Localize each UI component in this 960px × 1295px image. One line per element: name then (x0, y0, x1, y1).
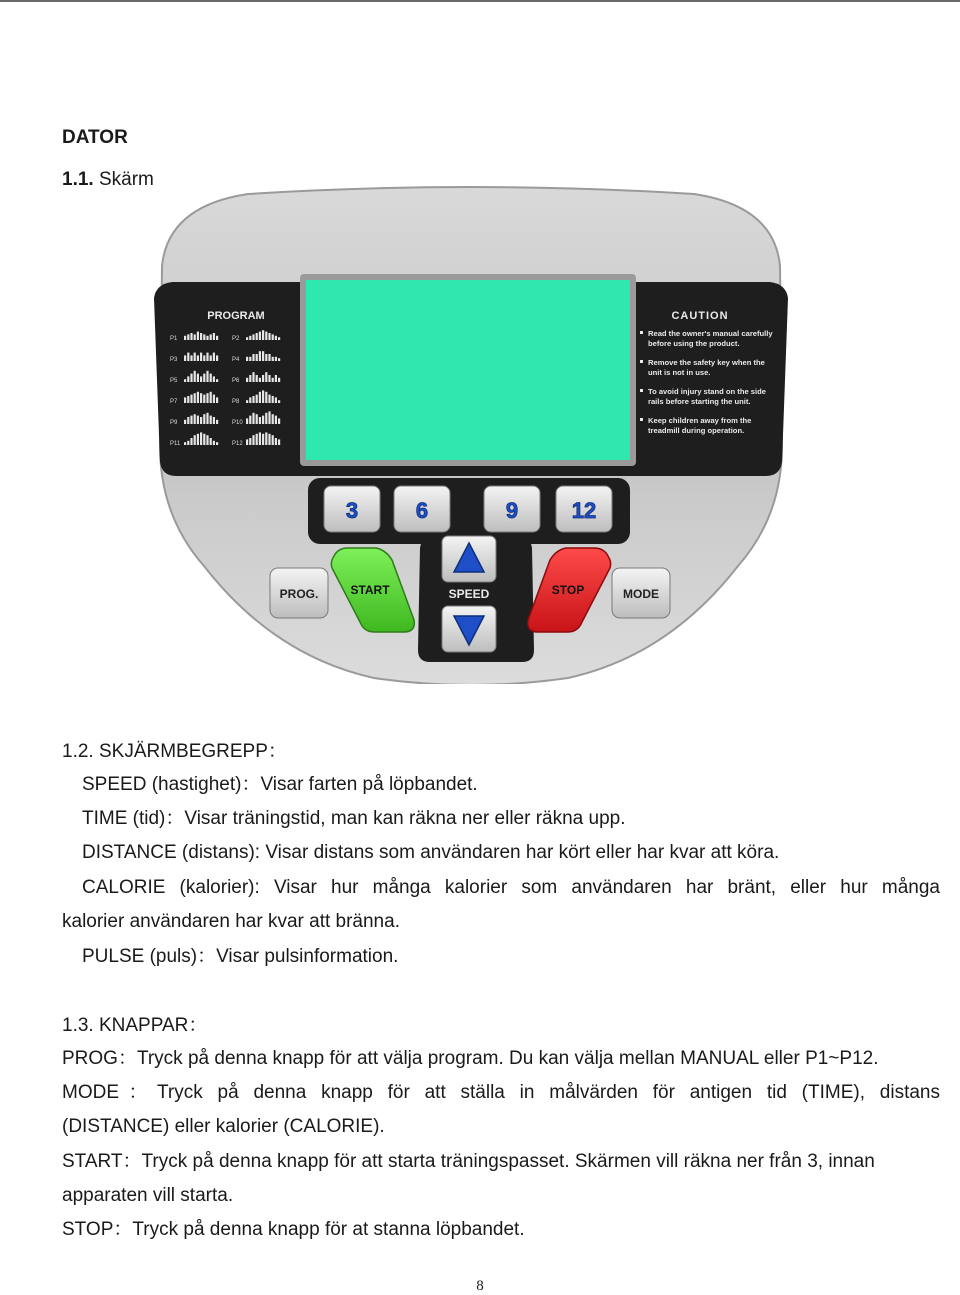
program-bar (275, 416, 277, 424)
term-pulse: PULSE (puls)：Visar pulsinformation. (82, 946, 399, 967)
program-bar (265, 432, 267, 445)
program-bar (184, 397, 186, 403)
program-bar (184, 442, 186, 445)
button-stop-desc: STOP：Tryck på denna knapp för at stanna löpbandet. (62, 1219, 525, 1240)
program-bar (210, 438, 212, 445)
program-label: P12 (232, 441, 243, 447)
program-bar (278, 358, 280, 361)
program-bar (203, 374, 205, 382)
program-bar (256, 395, 258, 403)
program-bar (262, 330, 264, 340)
program-bar (190, 333, 192, 340)
program-bar (210, 334, 212, 340)
term-calorie-cont: kalorier användaren har kvar att bränna. (62, 911, 400, 932)
program-label: P5 (170, 378, 178, 384)
program-bar (252, 354, 254, 361)
program-bar (268, 354, 270, 361)
program-bar (265, 392, 267, 403)
term-speed: SPEED (hastighet)：Visar farten på löpbandet. (82, 774, 478, 795)
program-bar (197, 355, 199, 361)
mode-button-label: MODE (623, 587, 659, 601)
program-bar (194, 334, 196, 340)
program-title: PROGRAM (207, 310, 265, 322)
caution-title: CAUTION (671, 310, 729, 322)
caution-line: Remove the safety key when the (648, 358, 765, 367)
caution-line: To avoid injury stand on the side (648, 387, 766, 396)
program-bar (194, 393, 196, 403)
program-bar (197, 416, 199, 424)
program-bar (206, 336, 208, 340)
term-distance: DISTANCE (distans): Visar distans som användaren har kört eller har kvar att köra. (82, 842, 780, 863)
program-bar (197, 392, 199, 403)
program-bar (275, 336, 277, 340)
screen-heading (62, 168, 154, 192)
program-bar (262, 434, 264, 445)
button-start-desc: START：Tryck på denna knapp för att starta träningspasset. Skärmen vill räkna ner från 3, innan (62, 1151, 875, 1172)
program-bar (187, 441, 189, 445)
program-bar (213, 333, 215, 340)
program-bar (259, 378, 261, 382)
program-bar (206, 371, 208, 382)
program-bar (203, 334, 205, 340)
program-bar (197, 374, 199, 382)
program-label: P10 (232, 420, 243, 426)
program-bar (278, 439, 280, 445)
screen-heading-text: Skärm (98, 169, 154, 190)
quick-key-label: 12 (571, 498, 597, 523)
prog-button-label: PROG. (279, 587, 319, 601)
button-start-desc-cont: apparaten vill starta. (62, 1185, 234, 1206)
mode-button[interactable] (612, 568, 670, 618)
program-bar (259, 351, 261, 361)
program-bar (272, 334, 274, 340)
program-bar (187, 417, 189, 424)
program-bar (213, 353, 215, 361)
screen-heading-number: 1.1. (62, 169, 94, 190)
program-bar (246, 400, 248, 403)
term-time: TIME (tid)：Visar träningstid, man kan räkna ner eller räkna upp. (82, 808, 626, 829)
program-bar (200, 432, 202, 445)
program-bar (265, 354, 267, 361)
program-bar (190, 355, 192, 361)
program-label: P6 (232, 378, 240, 384)
caution-line: rails before starting the unit. (648, 397, 751, 406)
program-bar (187, 376, 189, 382)
buttons-heading: 1.3. KNAPPAR： (62, 1015, 208, 1036)
program-bar (194, 435, 196, 445)
caution-line: treadmill during operation. (648, 426, 745, 435)
program-bar (246, 357, 248, 361)
program-bar (184, 355, 186, 361)
program-label: P11 (170, 441, 181, 447)
caution-line: before using the product. (648, 339, 740, 348)
program-label: P8 (232, 399, 240, 405)
program-bar (216, 397, 218, 403)
program-bar (206, 353, 208, 361)
bullet-icon (640, 331, 643, 334)
program-bar (206, 393, 208, 403)
program-bar (200, 333, 202, 340)
program-bar (268, 411, 270, 424)
treadmill-console-image (148, 186, 794, 684)
program-bar (272, 396, 274, 403)
program-bar (194, 414, 196, 424)
program-label: P9 (170, 420, 178, 426)
program-bar (252, 435, 254, 445)
program-bar (272, 378, 274, 382)
program-bar (275, 438, 277, 445)
program-bar (249, 375, 251, 382)
program-bar (272, 435, 274, 445)
speed-down-button[interactable] (442, 606, 496, 652)
program-bar (187, 334, 189, 340)
stop-button-label: STOP (551, 583, 585, 597)
top-border-line (0, 0, 960, 2)
program-bar (203, 355, 205, 361)
program-bar (265, 372, 267, 382)
program-bar (203, 434, 205, 445)
program-bar (278, 378, 280, 382)
program-bar (190, 374, 192, 382)
program-bar (256, 333, 258, 340)
program-bar (268, 333, 270, 340)
program-bar (213, 417, 215, 424)
program-bar (200, 417, 202, 424)
speed-up-button[interactable] (442, 536, 496, 582)
program-bar (268, 434, 270, 445)
program-label: P1 (170, 336, 178, 342)
program-bar (216, 442, 218, 445)
term-calorie: CALORIE (kalorier): Visar hur många kalorier som användaren har bränt, eller hur många (82, 877, 940, 898)
program-bar (194, 353, 196, 361)
program-bar (206, 413, 208, 424)
program-bar (210, 355, 212, 361)
program-bar (184, 420, 186, 424)
program-bar (184, 336, 186, 340)
program-bar (197, 434, 199, 445)
program-bar (213, 376, 215, 382)
start-button-label: START (350, 583, 390, 597)
program-label: P3 (170, 357, 178, 363)
program-bar (210, 416, 212, 424)
quick-key-label: 3 (345, 498, 359, 523)
program-bar (278, 400, 280, 403)
program-bar (262, 390, 264, 403)
quick-key-3-button[interactable] (324, 486, 380, 532)
program-bar (246, 337, 248, 340)
program-bar (249, 438, 251, 445)
program-bar (278, 418, 280, 424)
program-bar (187, 353, 189, 361)
program-bar (216, 420, 218, 424)
program-bar (206, 435, 208, 445)
program-bar (210, 374, 212, 382)
terms-heading: 1.2. SKJÄRMBEGREPP： (62, 741, 287, 762)
program-bar (216, 336, 218, 340)
program-bar (190, 416, 192, 424)
bullet-icon (640, 360, 643, 363)
program-bar (262, 351, 264, 361)
quick-key-9-button[interactable] (484, 486, 540, 532)
caution-item (640, 416, 751, 435)
program-label: P7 (170, 399, 178, 405)
program-bar (249, 416, 251, 424)
program-bar (275, 375, 277, 382)
caution-item (640, 387, 766, 406)
section-title: DATOR (62, 127, 128, 148)
program-bar (256, 414, 258, 424)
bullet-icon (640, 418, 643, 421)
program-bar (262, 416, 264, 424)
quick-key-12-button[interactable] (556, 486, 612, 532)
button-prog-desc: PROG：Tryck på denna knapp för att välja program. Du kan välja mellan MANUAL eller P1~P12. (62, 1048, 879, 1069)
program-bar (249, 357, 251, 361)
speed-label: SPEED (448, 587, 490, 601)
program-bar (190, 395, 192, 403)
program-bar (275, 397, 277, 403)
program-bar (213, 395, 215, 403)
program-bar (213, 441, 215, 445)
program-bar (210, 392, 212, 403)
program-bar (272, 414, 274, 424)
quick-key-label: 9 (505, 498, 519, 523)
program-bar (197, 332, 199, 340)
caution-line: Keep children away from the (648, 416, 752, 425)
program-bar (252, 334, 254, 340)
program-bar (249, 336, 251, 340)
program-bar (252, 413, 254, 424)
program-bar (246, 418, 248, 424)
program-bar (203, 414, 205, 424)
quick-key-6-button[interactable] (394, 486, 450, 532)
program-bar (256, 434, 258, 445)
program-bar (268, 395, 270, 403)
program-bar (200, 376, 202, 382)
program-bar (200, 393, 202, 403)
program-bar (252, 396, 254, 403)
program-bar (256, 354, 258, 361)
program-bar (184, 379, 186, 382)
program-label: P2 (232, 336, 240, 342)
program-bar (259, 332, 261, 340)
button-mode-desc: MODE：Tryck på denna knapp för att ställa in målvärden för antigen tid (TIME), distans (62, 1082, 940, 1103)
caution-line: unit is not in use. (648, 368, 711, 377)
program-bar (275, 357, 277, 361)
program-bar (256, 375, 258, 382)
program-bar (278, 337, 280, 340)
program-bar (268, 375, 270, 382)
program-bar (246, 439, 248, 445)
program-bar (265, 332, 267, 340)
program-bar (187, 396, 189, 403)
program-bar (262, 375, 264, 382)
program-bar (265, 413, 267, 424)
button-mode-desc-cont: (DISTANCE) eller kalorier (CALORIE). (62, 1116, 385, 1137)
caution-line: Read the owner's manual carefully (648, 329, 773, 338)
program-bar (246, 378, 248, 382)
program-label: P4 (232, 357, 240, 363)
program-bar (252, 372, 254, 382)
bullet-icon (640, 389, 643, 392)
quick-key-label: 6 (415, 498, 429, 523)
program-bar (216, 355, 218, 361)
program-bar (216, 379, 218, 382)
program-bar (259, 392, 261, 403)
program-bar (190, 438, 192, 445)
program-bar (272, 357, 274, 361)
prog-button[interactable] (270, 568, 328, 618)
page-number: 8 (476, 1278, 484, 1294)
lcd-display (306, 280, 630, 460)
program-bar (259, 432, 261, 445)
program-bar (203, 395, 205, 403)
program-bar (194, 371, 196, 382)
program-bar (259, 417, 261, 424)
program-bar (249, 397, 251, 403)
program-bar (200, 353, 202, 361)
